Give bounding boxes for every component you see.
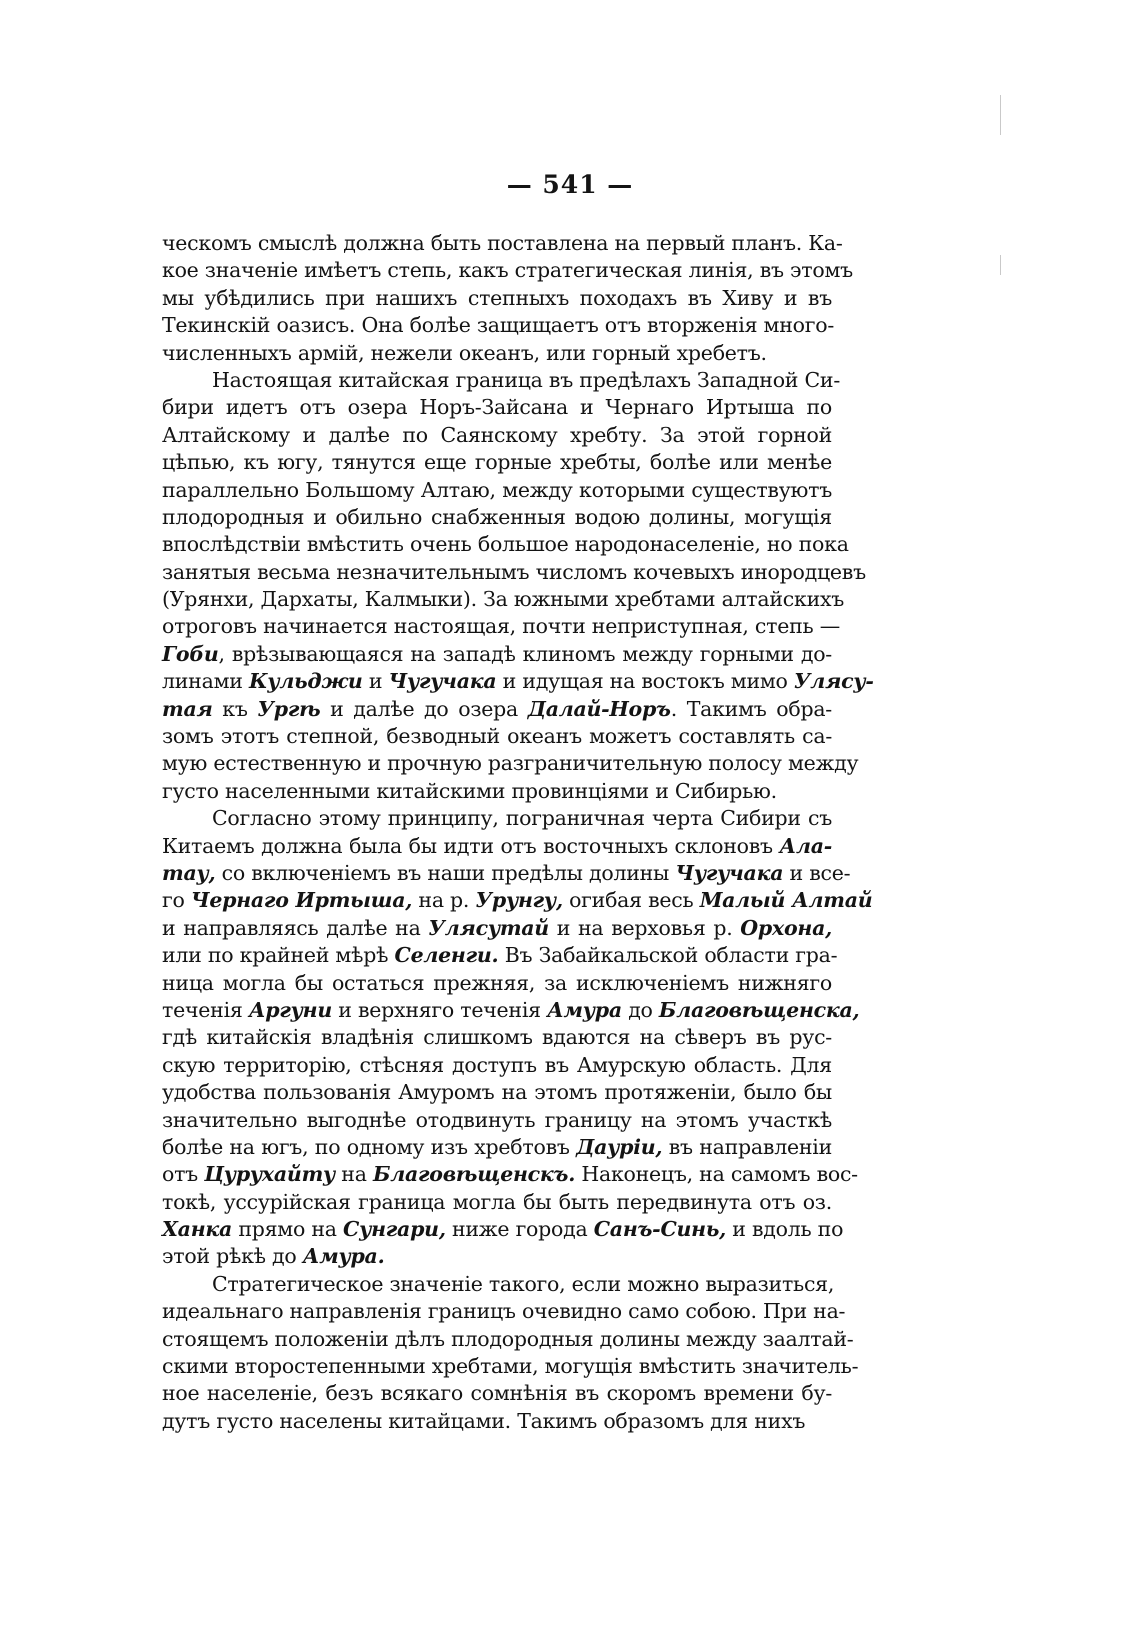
place-name: Улясу- xyxy=(793,669,874,694)
text-line: параллельно Большому Алтаю, между которыми существуютъ xyxy=(162,477,832,502)
place-name: Чугучака xyxy=(388,669,497,694)
text-line: скими второстепенными хребтами, могущiя вмѣстить значитель- xyxy=(162,1354,859,1379)
text-line: этой рѣкѣ до Амура. xyxy=(162,1244,385,1269)
text-line: впослѣдствiи вмѣстить очень большое народонаселенiе, но пока xyxy=(162,532,849,557)
text-line: идеальнаго направленiя границъ очевидно само собою. При на- xyxy=(162,1299,846,1324)
text-line: го Чернаго Иртыша, на р. Урунгу, огибая весь Малый Алтай xyxy=(162,888,873,913)
text-line: стоящемъ положенiи дѣлъ плодородныя долины между заалтай- xyxy=(162,1326,854,1351)
place-name: Амура. xyxy=(302,1244,385,1269)
text-line: болѣе на югъ, по одному изъ хребтовъ Даурiи, въ направленiи xyxy=(162,1134,832,1159)
place-name: Орхона, xyxy=(740,915,832,940)
text-line: значительно выгоднѣе отодвинуть границу на этомъ участкѣ xyxy=(162,1107,832,1132)
text-line: плодородныя и обильно снабженныя водою долины, могущiя xyxy=(162,504,832,529)
text-line: тая къ Ургѣ и далѣе до озера Далай-Норъ. Такимъ обра- xyxy=(162,696,832,721)
place-name: Ала- xyxy=(779,833,832,858)
place-name: Цурухайту xyxy=(204,1162,336,1187)
place-name: Аргуни xyxy=(248,997,333,1022)
scan-edge-mark xyxy=(1000,255,1001,275)
place-name: Сунгари, xyxy=(343,1217,446,1242)
text-line: Стратегическое значенiе такого, если можно выразиться, xyxy=(212,1271,835,1296)
text-line: численныхъ армiй, нежели океанъ, или горный хребетъ. xyxy=(162,340,767,365)
place-name: Кульджи xyxy=(248,669,363,694)
place-name: Улясутай xyxy=(428,915,549,940)
text-line: гдѣ китайскiя владѣнiя слишкомъ вдаются на сѣверъ въ рус- xyxy=(162,1025,832,1050)
place-name: Амура xyxy=(547,997,622,1022)
place-name: Урунгу, xyxy=(475,888,563,913)
text-line: ное населенiе, безъ всякаго сомнѣнiя въ скоромъ времени бу- xyxy=(162,1381,832,1406)
paragraph xyxy=(162,367,874,805)
text-line: линами Кульджи и Чугучака и идущая на востокъ мимо Улясу- xyxy=(162,669,874,694)
body-text xyxy=(162,230,874,1435)
text-line: занятыя весьма незначительнымъ числомъ кочевыхъ инородцевъ xyxy=(162,559,866,584)
text-line: или по крайней мѣрѣ Селенги. Въ Забайкальской области гра- xyxy=(162,943,838,968)
place-name: Ханка xyxy=(162,1217,233,1242)
text-line: Алтайскому и далѣе по Саянскому хребту. За этой горной xyxy=(162,422,832,447)
text-line: цѣпью, къ югу, тянутся еще горные хребты, болѣе или менѣе xyxy=(162,450,832,475)
place-name: Чернаго Иртыша, xyxy=(190,888,413,913)
place-name: Далай-Норъ xyxy=(527,696,671,721)
text-line: ческомъ смыслѣ должна быть поставлена на первый планъ. Ка- xyxy=(162,231,843,255)
text-line: мы убѣдились при нашихъ степныхъ походахъ въ Хиву и въ xyxy=(162,285,832,310)
place-name: Санъ-Синь, xyxy=(593,1217,727,1242)
place-name: тау, xyxy=(162,860,216,885)
text-line: Китаемъ должна была бы идти отъ восточныхъ склоновъ Ала- xyxy=(162,833,832,858)
paragraph xyxy=(162,805,873,1271)
text-line: ница могла бы остаться прежняя, за исключенiемъ нижняго xyxy=(162,970,832,995)
text-line: токѣ, уссурiйская граница могла бы быть передвинута отъ оз. xyxy=(162,1189,832,1214)
place-name: Даурiи, xyxy=(576,1134,663,1159)
text-line: скую территорiю, стѣсняя доступъ въ Амурскую область. Для xyxy=(162,1052,832,1077)
text-line: бири идетъ отъ озера Норъ-Зайсана и Чернаго Иртыша по xyxy=(162,395,832,420)
place-name: Гоби xyxy=(162,641,219,666)
text-line: теченiя Аргуни и верхняго теченiя Амура до Благовѣщенска, xyxy=(162,997,860,1022)
text-line: густо населенными китайскими провинцiями и Сибирью. xyxy=(162,778,777,803)
text-line: мую естественную и прочную разграничительную полосу между xyxy=(162,751,859,776)
place-name: Благовѣщенскъ. xyxy=(372,1162,576,1187)
text-line: зомъ этотъ степной, безводный океанъ можетъ составлять са- xyxy=(162,724,832,749)
place-name: Ургѣ xyxy=(257,696,321,721)
text-line: Текинскiй оазисъ. Она болѣе защищаетъ отъ вторженiя много- xyxy=(162,313,835,338)
text-line: тау, со включенiемъ въ наши предѣлы долины Чугучака и все- xyxy=(162,860,851,885)
place-name: Селенги. xyxy=(394,943,499,968)
text-line: Настоящая китайская граница въ предѣлахъ Западной Си- xyxy=(212,367,841,392)
text-line: отъ Цурухайту на Благовѣщенскъ. Наконецъ, на самомъ вос- xyxy=(162,1162,858,1187)
scan-edge-mark xyxy=(1000,95,1001,135)
text-line: (Урянхи, Дархаты, Калмыки). За южными хребтами алтайскихъ xyxy=(162,587,845,612)
text-line: кое значенiе имѣетъ степь, какъ стратегическая линiя, въ этомъ xyxy=(162,258,853,283)
place-name: Чугучака xyxy=(675,860,784,885)
place-name: Благовѣщенска, xyxy=(658,997,860,1022)
text-line: Согласно этому принципу, пограничная черта Сибири съ xyxy=(212,806,832,831)
text-line: Гоби, врѣзывающаяся на западѣ клиномъ между горными до- xyxy=(162,641,832,666)
text-line: и направляясь далѣе на Улясутай и на верховья р. Орхона, xyxy=(162,915,832,940)
page-number: — 541 — xyxy=(506,170,634,199)
text-line: удобства пользованiя Амуромъ на этомъ протяженiи, было бы xyxy=(162,1080,832,1105)
text-line: отроговъ начинается настоящая, почти неприступная, степь — xyxy=(162,614,840,639)
text-line: дутъ густо населены китайцами. Такимъ образомъ для нихъ xyxy=(162,1408,806,1433)
paragraph xyxy=(162,230,853,367)
text-line: Ханка прямо на Сунгари, ниже города Санъ-Синь, и вдоль по xyxy=(162,1217,844,1242)
paragraph xyxy=(162,1271,859,1435)
place-name: Малый Алтай xyxy=(699,888,873,913)
place-name: тая xyxy=(162,696,213,721)
